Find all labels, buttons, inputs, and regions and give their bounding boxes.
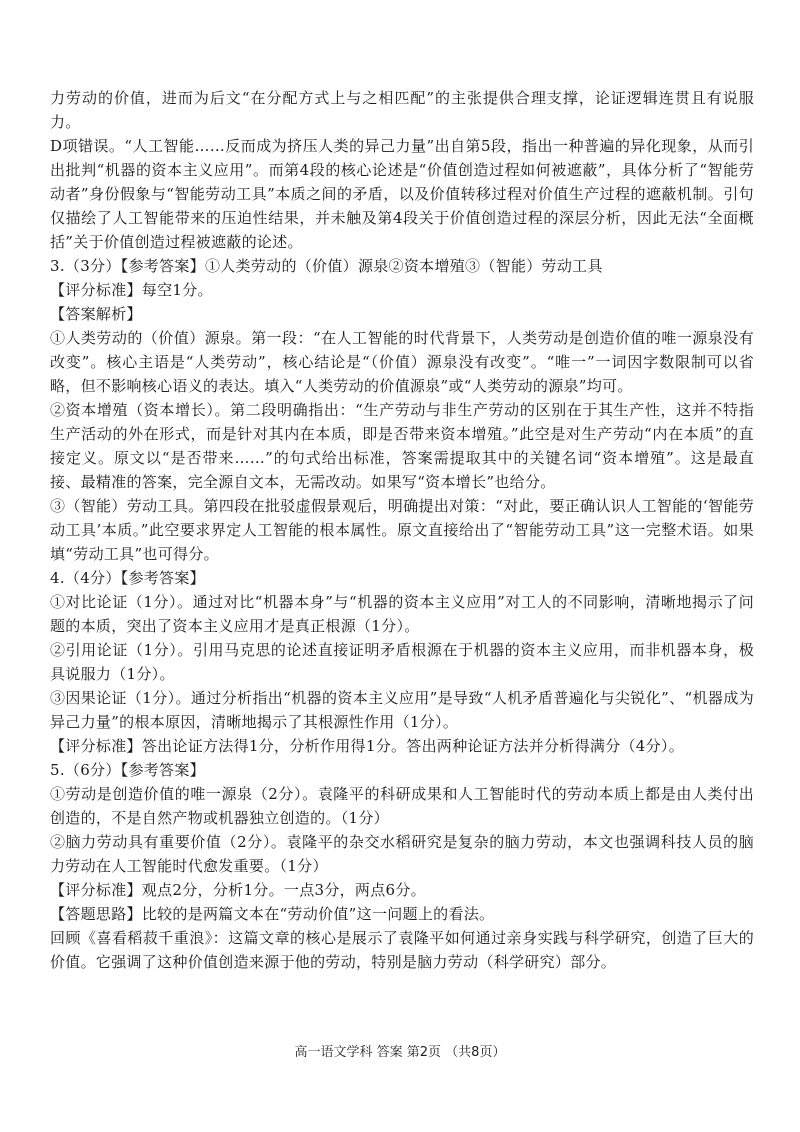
- answer-content: [50, 86, 754, 974]
- question-3-answer: 3.（3分）【参考答案】①人类劳动的（价值）源泉②资本增殖③（智能）劳动工具: [50, 257, 603, 275]
- question-3-analysis-2: ②资本增殖（资本增长）。第二段明确指出：“生产劳动与非生产劳动的区别在于其生产性，这并不特指生产活动的外在形式，而是针对其内在本质，即是否带来资本增殖。”此空是对生产劳动“内在本质”的直接定义。原文以“是否带来……”的句式给出标准，答案需提取其中的关键名词“资本增殖”。这是最直接、最精准的答案，完全源自文本，无需改动。如果写“资本增长”也给分。: [50, 401, 754, 491]
- question-3-analysis-1: ①人类劳动的（价值）源泉。第一段：“在人工智能的时代背景下，人类劳动是创造价值的唯一源泉没有改变”。核心主语是“人类劳动”，核心结论是“（价值）源泉没有改变”。“唯一”一词因字数限制可以省略，但不影响核心语义的表达。填入“人类劳动的价值源泉”或“人类劳动的源泉”均可。: [50, 329, 754, 395]
- question-5-answer-heading: 5.（6分）【参考答案】: [50, 761, 205, 779]
- question-3-analysis-heading: 【答案解析】: [50, 305, 142, 323]
- question-4-answer-heading: 4.（4分）【参考答案】: [50, 569, 205, 587]
- question-4-scoring: 【评分标准】答出论证方法得1分，分析作用得1分。答出两种论证方法并分析得满分（4分）。: [50, 737, 685, 755]
- page-footer: 高一语文学科 答案 第2页 （共8页）: [294, 1045, 506, 1060]
- paragraph-option-d: D项错误。“人工智能……反而成为挤压人类的异己力量”出自第5段，指出一种普遍的异化现象，从而引出批判“机器的资本主义应用”。而第4段的核心论述是“价值创造过程如何被遮蔽”，具体分析了“智能劳动者”身份假象与“智能劳动工具”本质之间的矛盾，以及价值转移过程对价值生产过程的遮蔽机制。引句仅描绘了人工智能带来的压迫性结果，并未触及第4段关于价值创造过程的深层分析，因此无法“全面概括”关于价值创造过程被遮蔽的论述。: [50, 137, 754, 251]
- question-4-point-1: ①对比论证（1分）。通过对比“机器本身”与“机器的资本主义应用”对工人的不同影响，清晰地揭示了问题的本质，突出了资本主义应用才是真正根源（1分）。: [50, 593, 754, 635]
- question-5-review: 回顾《喜看稻菽千重浪》：这篇文章的核心是展示了袁隆平如何通过亲身实践与科学研究，创造了巨大的价值。它强调了这种价值创造来源于他的劳动，特别是脑力劳动（科学研究）部分。: [50, 929, 754, 971]
- question-4-point-2: ②引用论证（1分）。引用马克思的论述直接证明矛盾根源在于机器的资本主义应用，而非机器本身，极具说服力（1分）。: [50, 641, 754, 683]
- question-5-point-1: ①劳动是创造价值的唯一源泉（2分）。袁隆平的科研成果和人工智能时代的劳动本质上都是由人类付出创造的，不是自然产物或机器独立创造的。（1分）: [50, 785, 754, 827]
- question-5-point-2: ②脑力劳动具有重要价值（2分）。袁隆平的杂交水稻研究是复杂的脑力劳动，本文也强调科技人员的脑力劳动在人工智能时代愈发重要。（1分）: [50, 833, 754, 875]
- question-5-scoring: 【评分标准】观点2分，分析1分。一点3分，两点6分。: [50, 881, 426, 899]
- question-3-scoring: 【评分标准】每空1分。: [50, 281, 213, 299]
- question-3-analysis-3: ③（智能）劳动工具。第四段在批驳虚假景观后，明确提出对策：“对此，要正确认识人工智能的‘智能劳动工具’本质。”此空要求界定人工智能的根本属性。原文直接给出了“智能劳动工具”这一完整术语。如果填“劳动工具”也可得分。: [50, 497, 754, 563]
- paragraph-argument-summary: 力劳动的价值，进而为后文“在分配方式上与之相匹配”的主张提供合理支撑，论证逻辑连贯且有说服力。: [50, 89, 754, 131]
- question-4-point-3: ③因果论证（1分）。通过分析指出“机器的资本主义应用”是导致“人机矛盾普遍化与尖锐化”、“机器成为异己力量”的根本原因，清晰地揭示了其根源性作用（1分）。: [50, 689, 754, 731]
- question-5-approach: 【答题思路】比较的是两篇文本在“劳动价值”这一问题上的看法。: [50, 905, 495, 923]
